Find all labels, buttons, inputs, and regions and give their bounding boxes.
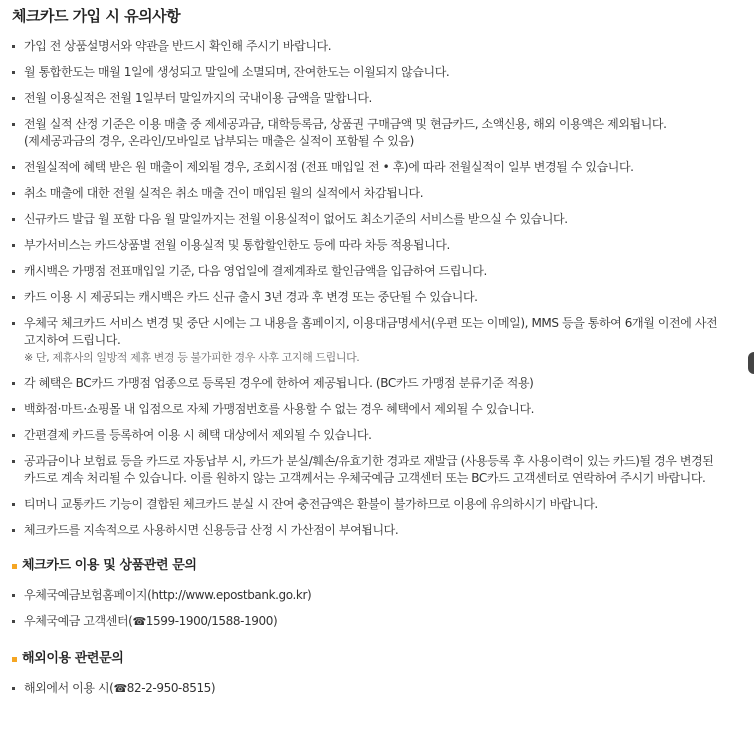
bullet-icon (12, 322, 15, 325)
notice-item (12, 427, 738, 444)
list-item (12, 587, 738, 604)
notice-item (12, 375, 738, 392)
page-title: 체크카드 가입 시 유의사항 (12, 7, 181, 25)
overseas-number: 82-2-950-8515) (126, 681, 216, 695)
inquiry-section-title: 체크카드 이용 및 상품관련 문의 (12, 557, 738, 575)
section-marker-icon (12, 564, 17, 569)
bullet-icon (12, 460, 15, 463)
notice-text: 우체국 체크카드 서비스 변경 및 중단 시에는 그 내용을 홈페이지, 이용대금명세서(우편 또는 이메일), MMS 등을 통하여 6개월 이전에 사전 고지하여 드립니다. (24, 316, 718, 347)
inquiry-list (12, 587, 738, 630)
notice-text: 체크카드를 지속적으로 사용하시면 신용등급 산정 시 가산점이 부여됩니다. (24, 523, 399, 537)
phone-icon: ☎ (132, 615, 146, 628)
bullet-icon (12, 71, 15, 74)
notice-item (12, 289, 738, 306)
bullet-icon (12, 382, 15, 385)
homepage-text[interactable]: 우체국예금보험홈페이지(http://www.epostbank.go.kr) (24, 588, 312, 602)
notice-item (12, 237, 738, 254)
notice-text: 카드 이용 시 제공되는 캐시백은 카드 신규 출시 3년 경과 후 변경 또는 중단될 수 있습니다. (24, 290, 478, 304)
bullet-icon (12, 244, 15, 247)
bullet-icon (12, 434, 15, 437)
notice-text: 가입 전 상품설명서와 약관을 반드시 확인해 주시기 바랍니다. (24, 39, 332, 53)
notice-text: 부가서비스는 카드상품별 전월 이용실적 및 통합할인한도 등에 따라 차등 적용됩니다. (24, 238, 450, 252)
notice-text: 전월실적에 혜택 받은 원 매출이 제외될 경우, 조회시점 (전표 매입일 전 • 후)에 따라 전월실적이 일부 변경될 수 있습니다. (24, 160, 634, 174)
notice-item (12, 263, 738, 280)
notice-text: 티머니 교통카드 기능이 결합된 체크카드 분실 시 잔여 충전금액은 환불이 불가하므로 이용에 유의하시기 바랍니다. (24, 497, 598, 511)
notice-item (12, 522, 738, 539)
bullet-icon (12, 620, 15, 623)
notice-item (12, 453, 738, 487)
notice-item (12, 38, 738, 55)
bullet-icon (12, 218, 15, 221)
notice-item (12, 64, 738, 81)
notice-list (12, 38, 738, 539)
bullet-icon (12, 123, 15, 126)
notice-item (12, 90, 738, 107)
overseas-section-title: 해외이용 관련문의 (12, 650, 738, 668)
notice-item (12, 315, 738, 366)
notice-text: 월 통합한도는 매월 1일에 생성되고 말일에 소멸되며, 잔여한도는 이월되지 않습니다. (24, 65, 450, 79)
center-label: 우체국예금 고객센터( (24, 614, 133, 628)
notice-item (12, 116, 738, 150)
notice-text: 캐시백은 가맹점 전표매입일 기준, 다음 영업일에 결제계좌로 할인금액을 입금하여 드립니다. (24, 264, 487, 278)
notice-item (12, 496, 738, 513)
notice-note: ※ 단, 제휴사의 일방적 제휴 변경 등 불가피한 경우 사후 고지해 드립니다. (24, 351, 360, 364)
notice-text: 신규카드 발급 월 포함 다음 월 말일까지는 전월 이용실적이 없어도 최소기준의 서비스를 받으실 수 있습니다. (24, 212, 568, 226)
notice-item (12, 211, 738, 228)
section-marker-icon (12, 657, 17, 662)
bullet-icon (12, 529, 15, 532)
scroll-handle[interactable] (748, 352, 754, 374)
bullet-icon (12, 594, 15, 597)
overseas-label: 해외에서 이용 시( (24, 681, 114, 695)
notice-item (12, 159, 738, 176)
bullet-icon (12, 296, 15, 299)
bullet-icon (12, 408, 15, 411)
notice-text: 백화점·마트·쇼핑몰 내 입점으로 자체 가맹점번호를 사용할 수 없는 경우 혜택에서 제외될 수 있습니다. (24, 402, 535, 416)
notice-text: 각 혜택은 BC카드 가맹점 업종으로 등록된 경우에 한하여 제공됩니다. (BC카드 가맹점 분류기준 적용) (24, 376, 534, 390)
bullet-icon (12, 503, 15, 506)
bullet-icon (12, 45, 15, 48)
notice-text: 전월 이용실적은 전월 1일부터 말일까지의 국내이용 금액을 말합니다. (24, 91, 372, 105)
notice-text: 전월 실적 산정 기준은 이용 매출 중 제세공과금, 대학등록금, 상품권 구매금액 및 현금카드, 소액신용, 해외 이용액은 제외됩니다. (제세공과금의 경우, 온라인/모바일로 납부되는 매출은 실적이 포함될 수 있음) (24, 117, 667, 148)
bullet-icon (12, 166, 15, 169)
overseas-list (12, 680, 738, 697)
notice-item (12, 185, 738, 202)
bullet-icon (12, 97, 15, 100)
center-number: 1599-1900/1588-1900) (145, 614, 278, 628)
list-item (12, 680, 738, 697)
bullet-icon (12, 687, 15, 690)
bullet-icon (12, 270, 15, 273)
notice-text: 공과금이나 보험료 등을 카드로 자동납부 시, 카드가 분실/훼손/유효기한 경과로 재발급 (사용등록 후 사용이력이 있는 카드)될 경우 변경된 카드로 계속 처리될 수 있습니다. 이를 원하지 않는 고객께서는 우체국예금 고객센터 또는 BC카드 고객센터로 연락하여 주시기 바랍니다. (24, 454, 714, 485)
notice-text: 간편결제 카드를 등록하여 이용 시 혜택 대상에서 제외될 수 있습니다. (24, 428, 372, 442)
list-item (12, 613, 738, 630)
phone-icon: ☎ (113, 682, 127, 695)
notice-text: 취소 매출에 대한 전월 실적은 취소 매출 건이 매입된 월의 실적에서 차감됩니다. (24, 186, 424, 200)
bullet-icon (12, 192, 15, 195)
notice-item (12, 401, 738, 418)
